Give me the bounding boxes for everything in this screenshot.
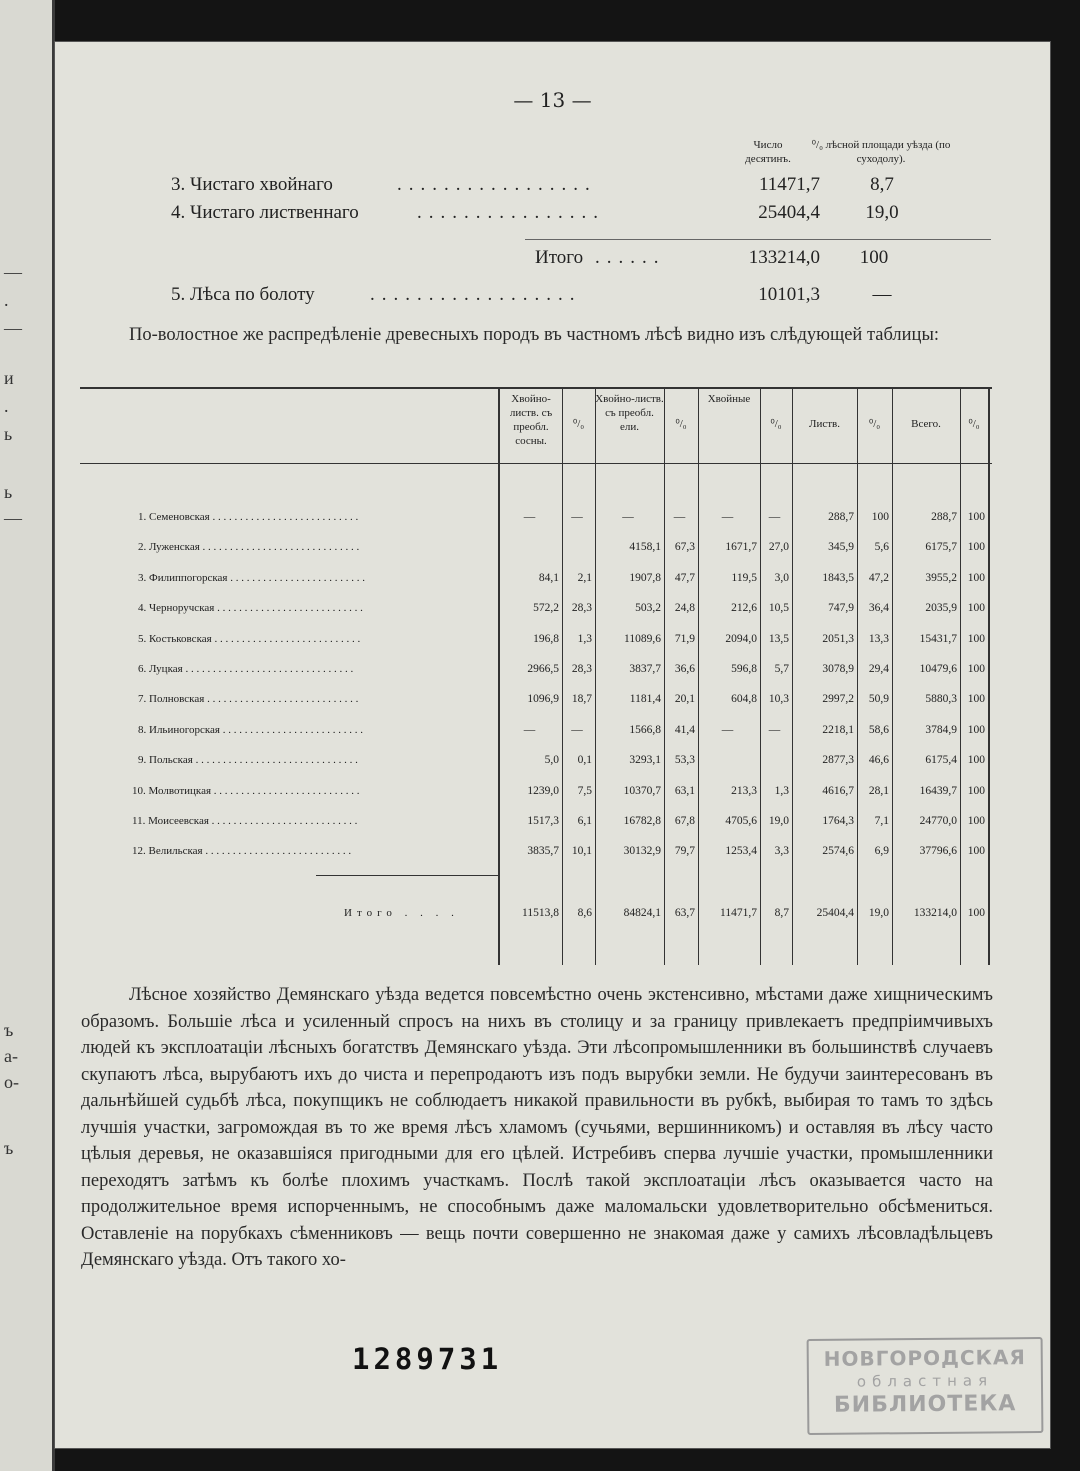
summary-header-percent: ⁰/₀ лѣсной площади уѣзда (по суходолу). bbox=[811, 139, 951, 165]
leader-dots: . . . . . . . . . . . . . . . . . . . . . . . . . . . . bbox=[204, 693, 359, 706]
table-cell: 747,9 bbox=[828, 602, 854, 615]
table-cell: 63,1 bbox=[674, 784, 695, 797]
table-cell: 596,8 bbox=[731, 663, 757, 675]
table-row-name bbox=[138, 663, 353, 675]
table-cell: 24,8 bbox=[674, 602, 695, 615]
table-cell: 25404,4 bbox=[816, 907, 854, 919]
table-rule bbox=[988, 387, 990, 965]
summary-divider bbox=[525, 239, 991, 240]
table-cell: 10,3 bbox=[768, 693, 789, 706]
table-cell: — bbox=[571, 723, 583, 736]
leader-dots: . . . . bbox=[396, 907, 459, 919]
table-cell: 6175,4 bbox=[925, 754, 957, 767]
table-cell: 7,5 bbox=[577, 784, 592, 797]
table-cell: 2966,5 bbox=[527, 663, 559, 675]
leader-dots: . . . . . . . . . . . . . . . . . . . . . . . . . . . . . . . bbox=[182, 663, 354, 675]
table-row-name bbox=[138, 724, 363, 736]
table-rule bbox=[80, 387, 992, 389]
table-cell: 100 bbox=[967, 907, 985, 919]
table-cell: 2997,2 bbox=[822, 693, 854, 706]
body-paragraph: Лѣсное хозяйство Демянскаго уѣзда ведется повсемѣстно очень экстенсивно, мѣстами даже хищническимъ образомъ. Большіе лѣса и усиленный спросъ на нихъ въ столицу и за границу привлекаетъ предпріимчивыхъ людей къ эксплоатаціи лѣсныхъ богатствъ Демянскаго уѣзда. Эти лѣсопромышленники въ большинствѣ случаевъ скупаютъ лѣса, вырубаютъ ихъ до чиста и перепродаютъ изъ подъ вырубки земли. Не будучи заинтересованъ въ дальнѣйшей судьбѣ лѣса, покупщикъ не соблюдаетъ никакой правильности въ рубкѣ, выбирая то тамъ то здѣсь лучшія участки, загромождая въ то же время лѣсъ хламомъ (сучьями, вершинникомъ) и оставляя въ лѣсу часто цѣлыя деревья, не оказавшіяся пригодными для его цѣлей. Истребивъ сперва лучшіе участки, промышленники переходятъ затѣмъ къ болѣе плохимъ участкамъ. Послѣ такой эксплоатаціи лѣсъ оказывается часто на продолжительное время испорченнымъ, не способнымъ даже маломальски удовлетворительно обсѣмениться. Оставленіе на порубкахъ сѣменниковъ — вещь почти совершенно не знакомая даже у самихъ лѣсовладѣльцевъ Демянскаго уѣзда. Отъ такого хо- bbox=[81, 985, 993, 1270]
table-cell: 10,1 bbox=[571, 845, 592, 858]
leader-dots: . . . . . . . . . . . . . . . . . . . . . . . . . . . bbox=[208, 815, 358, 827]
forest-species-table bbox=[80, 387, 992, 965]
table-cell: 11089,6 bbox=[624, 632, 661, 645]
table-cell: 71,9 bbox=[674, 632, 695, 645]
adjacent-text-fragment: — bbox=[4, 508, 22, 528]
table-cell: 16782,8 bbox=[623, 815, 661, 827]
table-cell: 1764,3 bbox=[822, 815, 854, 827]
table-cell: 3837,7 bbox=[629, 663, 661, 675]
table-cell: 19,0 bbox=[868, 907, 889, 919]
table-cell: 3,0 bbox=[774, 571, 789, 584]
region-name: 11. Моисеевская bbox=[132, 815, 209, 827]
adjacent-text-fragment: а- bbox=[4, 1046, 18, 1066]
table-cell: 37796,6 bbox=[919, 845, 957, 858]
region-name: 5. Костьковская bbox=[138, 632, 212, 645]
table-cell: 36,6 bbox=[674, 663, 695, 675]
table-cell: 503,2 bbox=[635, 602, 661, 615]
table-cell: 28,3 bbox=[571, 602, 592, 615]
table-cell: 24770,0 bbox=[919, 815, 957, 827]
table-cell: 1843,5 bbox=[822, 571, 854, 584]
summary-row-value: 25404,4 bbox=[758, 202, 820, 223]
region-name: Итого bbox=[344, 907, 397, 919]
table-cell: 28,1 bbox=[868, 784, 889, 797]
table-cell: 16439,7 bbox=[919, 784, 957, 797]
table-cell: 41,4 bbox=[674, 723, 695, 736]
intro-paragraph: По-волостное же распредѣленіе древесныхъ породъ въ частномъ лѣсѣ видно изъ слѣдующей таблицы: bbox=[129, 325, 940, 345]
table-header: Хвойно-листв. съ преобл. ели. bbox=[595, 393, 664, 433]
leader-dots: . . . . . . . . . . . . . . . . . . . . . . . . . . . bbox=[211, 784, 360, 797]
table-cell: 119,5 bbox=[731, 571, 757, 584]
table-cell: 1253,4 bbox=[725, 845, 757, 858]
table-row-name bbox=[138, 633, 360, 645]
table-cell: 1,3 bbox=[577, 632, 592, 645]
table-cell: 212,6 bbox=[731, 602, 757, 615]
table-cell: 5,6 bbox=[874, 541, 889, 554]
table-cell: 47,2 bbox=[868, 571, 889, 584]
region-name: 4. Черноручская bbox=[138, 602, 215, 615]
table-cell: 2218,1 bbox=[822, 723, 854, 736]
table-cell: 3784,9 bbox=[925, 723, 957, 736]
table-header: ⁰/₀ bbox=[675, 418, 687, 430]
table-cell: 5,7 bbox=[774, 663, 789, 675]
adjacent-text-fragment: — bbox=[4, 318, 22, 338]
table-cell: 8,6 bbox=[577, 907, 592, 919]
table-cell: 2877,3 bbox=[822, 754, 854, 767]
table-rule bbox=[664, 387, 665, 965]
table-rule bbox=[595, 387, 596, 965]
table-cell: 100 bbox=[967, 815, 985, 827]
table-cell: 27,0 bbox=[768, 541, 789, 554]
table-cell: — bbox=[673, 511, 686, 523]
region-name: 7. Полновская bbox=[138, 693, 205, 706]
table-row-name bbox=[138, 602, 363, 614]
table-cell: 29,4 bbox=[868, 663, 889, 675]
table-cell: 30132,9 bbox=[623, 845, 661, 858]
table-cell: 1239,0 bbox=[527, 784, 559, 797]
table-cell: 196,8 bbox=[533, 632, 559, 645]
leader-dots: ................. bbox=[397, 174, 597, 195]
table-cell: 3,3 bbox=[774, 845, 789, 858]
table-cell: 572,2 bbox=[533, 602, 559, 615]
table-cell: 3293,1 bbox=[629, 754, 661, 767]
table-cell: — bbox=[622, 511, 634, 523]
stamp-line: НОВГОРОДСКАЯ bbox=[823, 1345, 1026, 1371]
table-cell: 6175,7 bbox=[925, 541, 957, 554]
table-cell: 10479,6 bbox=[919, 663, 957, 675]
summary-swamp-value: 10101,3 bbox=[758, 284, 820, 305]
region-name: 12. Велильская bbox=[132, 845, 203, 858]
table-cell: 84,1 bbox=[538, 571, 559, 584]
adjacent-text-fragment: — bbox=[4, 262, 22, 282]
table-row-name bbox=[138, 541, 359, 553]
table-rule bbox=[498, 387, 500, 965]
summary-total-row bbox=[55, 247, 1050, 277]
table-cell: 100 bbox=[967, 845, 985, 858]
table-cell: 133214,0 bbox=[913, 907, 957, 919]
adjacent-text-fragment: . bbox=[4, 396, 9, 416]
table-header: ⁰/₀ bbox=[968, 418, 980, 430]
table-cell: 2094,0 bbox=[725, 632, 757, 645]
table-cell: 288,7 bbox=[828, 511, 854, 523]
summary-row-percent: 19,0 bbox=[865, 202, 899, 223]
table-cell: 100 bbox=[967, 511, 985, 523]
table-cell: 2035,9 bbox=[925, 602, 957, 615]
table-cell: — bbox=[768, 511, 781, 523]
table-row-name bbox=[344, 907, 459, 919]
region-name: 9. Польская bbox=[138, 754, 193, 767]
leader-dots: . . . . . . . . . . . . . . . . . . . . . . . . . . . . . bbox=[199, 541, 360, 554]
page-number: — 13 — bbox=[513, 88, 592, 112]
table-cell: 3835,7 bbox=[527, 845, 559, 858]
table-cell: 19,0 bbox=[768, 815, 789, 827]
table-cell: 1181,4 bbox=[629, 693, 661, 706]
leader-dots: ................ bbox=[417, 202, 605, 223]
table-cell: 50,9 bbox=[868, 693, 889, 706]
adjacent-page-edge bbox=[0, 0, 55, 1471]
table-rule bbox=[562, 387, 563, 965]
table-cell: 1,3 bbox=[774, 784, 789, 797]
table-cell: 4705,6 bbox=[725, 815, 757, 827]
document-page bbox=[55, 42, 1050, 1448]
adjacent-text-fragment: . bbox=[4, 290, 9, 310]
table-header: Хвойно-листв. съ преобл. сосны. bbox=[509, 393, 553, 447]
table-cell: 288,7 bbox=[931, 511, 957, 523]
table-rule bbox=[960, 387, 961, 965]
table-cell: 1671,7 bbox=[725, 541, 757, 554]
stamp-line: областная bbox=[856, 1371, 994, 1391]
table-cell: 604,8 bbox=[731, 693, 757, 706]
table-rule bbox=[857, 387, 858, 965]
table-cell: 46,6 bbox=[868, 754, 889, 767]
table-row-name bbox=[138, 693, 358, 705]
library-stamp bbox=[807, 1337, 1044, 1435]
table-cell: 6,1 bbox=[577, 815, 592, 827]
table-cell: 100 bbox=[871, 511, 889, 523]
table-row-name bbox=[132, 815, 357, 827]
table-cell: 67,8 bbox=[674, 815, 695, 827]
leader-dots: . . . . . . . . . . . . . . . . . . . . . . . . . . bbox=[219, 723, 363, 736]
adjacent-text-fragment: ь bbox=[4, 424, 13, 444]
table-rule bbox=[80, 463, 992, 464]
table-cell: 100 bbox=[967, 723, 985, 736]
table-cell: 2051,3 bbox=[822, 632, 854, 645]
stamp-line: БИБЛИОТЕКА bbox=[833, 1391, 1017, 1418]
table-cell: 10370,7 bbox=[623, 784, 661, 797]
adjacent-text-fragment: и bbox=[4, 368, 14, 388]
summary-row-label: 4. Чистаго лиственнаго bbox=[171, 202, 359, 223]
leader-dots: ...... bbox=[595, 247, 666, 268]
region-name: 2. Луженская bbox=[138, 541, 200, 554]
summary-total-value: 133214,0 bbox=[748, 247, 820, 268]
table-cell: 47,7 bbox=[674, 571, 695, 584]
table-header: Всего. bbox=[911, 418, 941, 430]
table-cell: 4616,7 bbox=[822, 784, 854, 797]
region-name: 6. Луцкая bbox=[138, 663, 183, 675]
summary-swamp-label: 5. Лѣса по болоту bbox=[171, 284, 315, 305]
table-cell: 13,3 bbox=[868, 632, 889, 645]
table-cell: 100 bbox=[967, 663, 985, 675]
table-cell: 100 bbox=[967, 541, 985, 554]
table-cell: 345,9 bbox=[828, 541, 854, 554]
table-cell: 13,5 bbox=[768, 632, 789, 645]
table-header: ⁰/₀ bbox=[770, 418, 782, 430]
table-cell: 1096,9 bbox=[527, 693, 559, 706]
table-cell: 6,9 bbox=[874, 845, 889, 858]
inventory-number: 1289731 bbox=[352, 1342, 503, 1376]
summary-row-label: 3. Чистаго хвойнаго bbox=[171, 174, 333, 195]
leader-dots: . . . . . . . . . . . . . . . . . . . . . . . . . . . bbox=[214, 602, 363, 615]
table-cell: 63,7 bbox=[674, 907, 695, 919]
table-cell: 100 bbox=[967, 571, 985, 584]
leader-dots: . . . . . . . . . . . . . . . . . . . . . . . . . bbox=[227, 571, 365, 584]
summary-total-percent: 100 bbox=[859, 247, 889, 268]
adjacent-text-fragment: ъ bbox=[4, 1138, 14, 1158]
summary-row-percent: 8,7 bbox=[870, 174, 894, 195]
table-row-name bbox=[132, 785, 360, 797]
region-name: 10. Молвотицкая bbox=[132, 784, 212, 797]
table-row-name bbox=[138, 572, 365, 584]
leader-dots: . . . . . . . . . . . . . . . . . . . . . . . . . . . . . . bbox=[192, 754, 358, 767]
table-cell: 100 bbox=[967, 754, 985, 767]
table-cell: 36,4 bbox=[868, 602, 889, 615]
summary-row bbox=[55, 202, 1050, 232]
table-cell: — bbox=[768, 723, 781, 736]
table-cell: 18,7 bbox=[571, 693, 592, 706]
leader-dots: . . . . . . . . . . . . . . . . . . . . . . . . . . . bbox=[209, 511, 359, 523]
table-cell: — bbox=[721, 511, 734, 523]
table-row-name bbox=[138, 754, 358, 766]
leader-dots: . . . . . . . . . . . . . . . . . . . . . . . . . . . bbox=[211, 632, 361, 645]
table-cell: 15431,7 bbox=[919, 632, 957, 645]
table-cell: 100 bbox=[967, 632, 985, 645]
summary-swamp-percent: — bbox=[872, 284, 892, 305]
table-cell: 1907,8 bbox=[629, 571, 661, 584]
adjacent-text-fragment: о- bbox=[4, 1072, 19, 1092]
table-header: Хвойные bbox=[707, 393, 751, 405]
table-cell: 0,1 bbox=[577, 754, 592, 767]
table-cell: — bbox=[523, 723, 536, 736]
table-header: ⁰/₀ bbox=[572, 418, 585, 430]
table-cell: 1566,8 bbox=[629, 723, 661, 736]
summary-swamp-row bbox=[55, 284, 1050, 314]
table-cell: 28,3 bbox=[571, 663, 592, 675]
table-cell: 67,3 bbox=[674, 541, 695, 554]
table-cell: 5880,3 bbox=[925, 693, 957, 706]
table-cell: 2,1 bbox=[577, 571, 592, 584]
table-cell: 100 bbox=[967, 784, 985, 797]
adjacent-text-fragment: ь bbox=[4, 482, 13, 502]
table-rule bbox=[792, 387, 793, 965]
table-cell: — bbox=[721, 723, 734, 736]
table-header: ⁰/₀ bbox=[868, 418, 881, 430]
adjacent-text-fragment: ъ bbox=[4, 1020, 14, 1040]
table-cell: 53,3 bbox=[674, 754, 695, 767]
table-cell: 11513,8 bbox=[522, 907, 559, 919]
table-cell: 5,0 bbox=[544, 754, 559, 767]
table-cell: 20,1 bbox=[674, 693, 695, 706]
table-cell: 79,7 bbox=[674, 845, 695, 858]
table-row-name bbox=[138, 511, 358, 523]
table-cell: 100 bbox=[967, 602, 985, 615]
table-cell: 84824,1 bbox=[623, 907, 661, 919]
region-name: 8. Ильиногорская bbox=[138, 723, 220, 736]
region-name: 3. Филиппогорская bbox=[138, 571, 228, 584]
table-cell: — bbox=[523, 511, 536, 523]
table-cell: 100 bbox=[967, 693, 985, 706]
table-cell: 4158,1 bbox=[629, 541, 661, 554]
table-cell: 2574,6 bbox=[822, 845, 854, 858]
summary-header-count: Число десятинъ. bbox=[745, 139, 791, 165]
table-cell: 8,7 bbox=[774, 907, 789, 919]
table-cell: 3078,9 bbox=[822, 663, 854, 675]
table-rule bbox=[316, 875, 500, 876]
summary-row bbox=[55, 174, 1050, 204]
table-cell: 7,1 bbox=[874, 815, 889, 827]
region-name: 1. Семеновская bbox=[138, 511, 210, 523]
table-cell: 1517,3 bbox=[527, 815, 559, 827]
table-cell: 213,3 bbox=[731, 784, 757, 797]
table-cell: 3955,2 bbox=[925, 571, 957, 584]
table-rule bbox=[698, 387, 699, 965]
table-row-name bbox=[132, 845, 351, 857]
table-cell: 10,5 bbox=[768, 602, 789, 615]
table-cell: — bbox=[571, 511, 583, 523]
table-rule bbox=[760, 387, 761, 965]
table-cell: 58,6 bbox=[868, 723, 889, 736]
table-rule bbox=[892, 387, 893, 965]
table-cell: 11471,7 bbox=[720, 907, 757, 919]
summary-total-label: Итого bbox=[535, 247, 584, 268]
leader-dots: . . . . . . . . . . . . . . . . . . . . . . . . . . . bbox=[202, 845, 352, 858]
leader-dots: .................. bbox=[370, 284, 582, 305]
table-header: Листв. bbox=[809, 418, 840, 430]
summary-row-value: 11471,7 bbox=[758, 174, 820, 195]
